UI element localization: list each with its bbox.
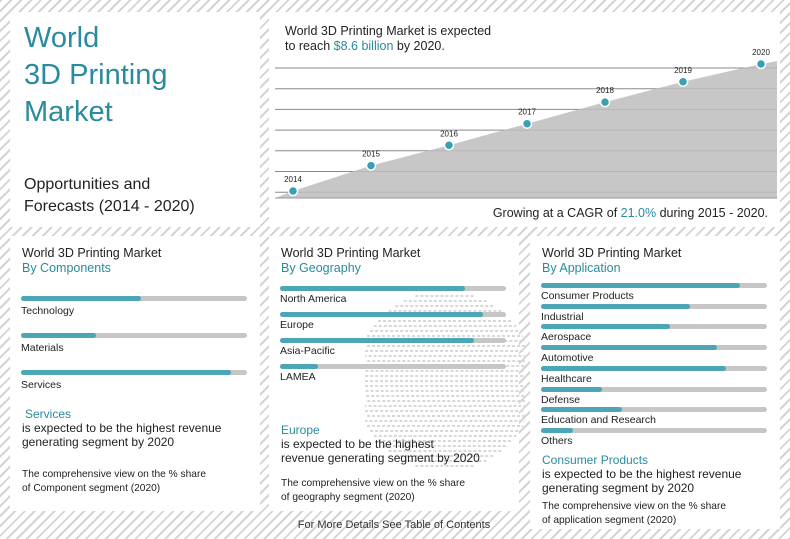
headline-line1: World 3D Printing Market is expected <box>285 24 492 38</box>
footer-pre: Growing at a CAGR of <box>492 206 621 220</box>
application-bar-fill <box>541 387 602 392</box>
growth-area <box>275 61 777 198</box>
geography-bar-label: LAMEA <box>280 371 316 383</box>
application-highlight <box>542 453 741 495</box>
application-bar-fill <box>541 324 670 329</box>
table-of-contents-link[interactable]: For More Details See Table of Contents <box>297 519 491 531</box>
geography-bar-track <box>280 312 506 317</box>
application-bar-track <box>541 304 767 309</box>
main-title-line1: World <box>24 22 100 54</box>
geography-subtitle: By Geography <box>281 261 361 275</box>
data-point-2017 <box>523 119 532 128</box>
components-note-line2: of Component segment (2020) <box>22 483 161 494</box>
geography-note-line2: of geography segment (2020) <box>281 492 415 503</box>
geography-bar-fill <box>280 338 474 343</box>
components-panel <box>10 236 260 511</box>
components-bar-row <box>21 333 247 354</box>
geography-bar-fill <box>280 364 318 369</box>
application-panel <box>530 236 780 529</box>
geography-bar-track <box>280 364 506 369</box>
components-bar-track <box>21 333 247 338</box>
data-point-2020 <box>757 60 766 69</box>
geography-bar-row <box>280 338 506 357</box>
main-title-line3: Market <box>24 96 113 128</box>
chart-headline <box>285 24 491 54</box>
data-point-2019 <box>679 77 688 86</box>
components-highlight-line1: is expected to be the highest revenue <box>22 421 222 435</box>
components-bar-label: Services <box>21 379 62 391</box>
application-bar-label: Education and Research <box>541 414 656 427</box>
geography-panel <box>269 236 519 511</box>
application-bar-row <box>541 428 767 447</box>
headline-line2 <box>285 39 491 54</box>
year-label-2018: 2018 <box>596 86 614 96</box>
data-point-2014 <box>289 187 298 196</box>
year-label-2020: 2020 <box>752 48 770 57</box>
application-bar-label: Defense <box>541 393 581 406</box>
subtitle <box>24 174 195 218</box>
application-highlight-line1: is expected to be the highest revenue <box>542 467 742 481</box>
geography-title <box>281 246 420 276</box>
main-title-line2: 3D Printing <box>24 59 168 91</box>
geography-bar-fill <box>280 286 465 291</box>
application-highlight-line2: generating segment by 2020 <box>542 481 695 495</box>
application-bar-track <box>541 324 767 329</box>
main-title <box>24 20 167 131</box>
year-label-2016: 2016 <box>440 129 458 139</box>
chart-panel <box>269 12 780 227</box>
geography-bar-label: Europe <box>280 319 314 331</box>
application-bar-fill <box>541 345 717 350</box>
headline-post: by 2020. <box>393 39 445 53</box>
components-bar-label: Materials <box>21 342 64 354</box>
application-bar-label: Aerospace <box>541 331 592 344</box>
components-highlight-name: Services <box>25 407 72 421</box>
components-subtitle: By Components <box>22 261 111 275</box>
title-panel <box>10 12 260 227</box>
headline-value: $8.6 billion <box>333 39 394 53</box>
application-bar-track <box>541 407 767 412</box>
geography-highlight <box>281 423 480 465</box>
application-bar-track <box>541 428 767 433</box>
geography-highlight-line2: revenue generating segment by 2020 <box>281 451 480 465</box>
geography-highlight-name: Europe <box>281 423 320 437</box>
chart-footer <box>493 206 768 220</box>
application-bar-label: Industrial <box>541 310 584 323</box>
components-bar-fill <box>21 333 96 338</box>
geography-note <box>281 477 511 505</box>
headline-pre: to reach <box>285 39 334 53</box>
geography-bar-row <box>280 312 506 331</box>
components-bar-label: Technology <box>21 305 75 317</box>
application-bar-row <box>541 407 767 426</box>
footer-post: during 2015 - 2020. <box>656 206 768 220</box>
data-point-2018 <box>601 98 610 107</box>
application-bar-row <box>541 304 767 323</box>
application-bar-track <box>541 387 767 392</box>
geography-bar-track <box>280 286 506 291</box>
year-label-2014: 2014 <box>284 175 302 184</box>
application-bar-row <box>541 345 767 364</box>
application-bar-label: Consumer Products <box>541 290 634 302</box>
application-note-line2: of application segment (2020) <box>542 515 677 526</box>
geography-bar-row <box>280 364 506 383</box>
application-bar-fill <box>541 428 573 433</box>
application-note-line1: The comprehensive view on the % share <box>542 501 727 512</box>
components-title <box>22 246 161 276</box>
geography-bar-label: North America <box>280 293 347 305</box>
application-bar-fill <box>541 304 690 309</box>
geography-note-line1: The comprehensive view on the % share <box>281 478 466 489</box>
application-bar-row <box>541 324 767 343</box>
application-bar-label: Others <box>541 434 573 447</box>
data-point-2015 <box>367 161 376 170</box>
year-label-2017: 2017 <box>518 107 536 117</box>
components-bar-fill <box>21 370 231 375</box>
application-bar-row <box>541 387 767 406</box>
application-bar-track <box>541 345 767 350</box>
components-bar-row <box>21 296 247 317</box>
application-bar-fill <box>541 366 726 371</box>
application-bar-fill <box>541 283 740 288</box>
year-label-2015: 2015 <box>362 149 380 159</box>
application-title <box>542 246 681 276</box>
application-bar-label: Automotive <box>541 352 594 365</box>
components-highlight-line2: generating segment by 2020 <box>22 435 175 449</box>
subtitle-line1: Opportunities and <box>24 176 151 193</box>
application-bar-label: Healthcare <box>541 372 592 385</box>
application-subtitle: By Application <box>542 261 621 275</box>
components-highlight <box>22 407 221 449</box>
geography-bar-track <box>280 338 506 343</box>
application-bar-row <box>541 366 767 385</box>
application-title-text: World 3D Printing Market <box>542 246 682 260</box>
cagr-value: 21.0% <box>620 206 657 220</box>
components-bar-fill <box>21 296 141 301</box>
application-bar-track <box>541 283 767 288</box>
geography-bar-label: Asia-Pacific <box>280 345 335 357</box>
application-bar-track <box>541 366 767 371</box>
year-label-2019: 2019 <box>674 65 692 75</box>
components-note-line1: The comprehensive view on the % share <box>22 469 207 480</box>
geography-bar-row <box>280 286 506 305</box>
components-bar-track <box>21 296 247 301</box>
subtitle-line2: Forecasts (2014 - 2020) <box>24 198 195 215</box>
components-note <box>22 468 252 496</box>
geography-highlight-line1: is expected to be the highest <box>281 437 434 451</box>
data-point-2016 <box>445 141 454 150</box>
components-title-text: World 3D Printing Market <box>22 246 162 260</box>
components-bar-row <box>21 370 247 391</box>
application-bar-fill <box>541 407 622 412</box>
application-note <box>542 500 772 528</box>
geography-bar-fill <box>280 312 483 317</box>
components-bar-track <box>21 370 247 375</box>
application-bar-row <box>541 283 767 302</box>
geography-title-text: World 3D Printing Market <box>281 246 421 260</box>
application-highlight-name: Consumer Products <box>542 453 649 467</box>
